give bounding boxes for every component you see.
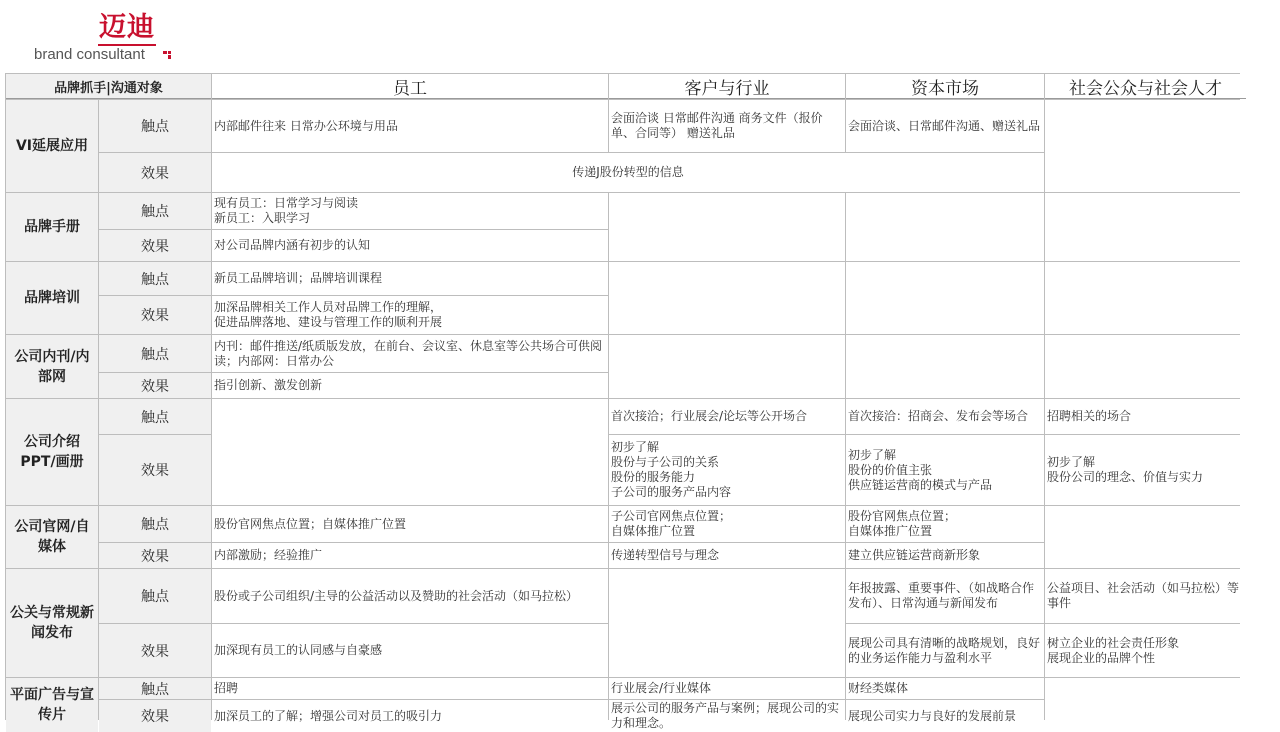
header-capital: 资本市场 (846, 74, 1044, 99)
cell-vi-touch-client: 会面洽谈 日常邮件沟通 商务文件（报价单、合同等） 赠送礼品 (609, 100, 845, 152)
cell-training-client (609, 262, 845, 334)
cell-web-effect-client: 传递转型信号与理念 (609, 543, 845, 568)
cell-pr-effect-public: 树立企业的社会责任形象 展现企业的品牌个性 (1045, 624, 1246, 677)
header-staff: 员工 (212, 74, 608, 99)
row-label-touch: 触点 (99, 399, 211, 434)
category-website: 公司官网/自媒体 (6, 506, 98, 568)
cell-training-touch-staff: 新员工品牌培训；品牌培训课程 (212, 262, 608, 295)
cell-vi-public (1045, 100, 1246, 192)
cell-manual-capital (846, 193, 1044, 261)
cell-vi-touch-capital: 会面洽谈、日常邮件沟通、赠送礼品 (846, 100, 1044, 152)
cell-ads-effect-staff: 加深员工的了解；增强公司对员工的吸引力 (212, 700, 608, 732)
cell-training-public (1045, 262, 1246, 334)
cell-ppt-touch-client: 首次接洽；行业展会/论坛等公开场合 (609, 399, 845, 434)
cell-ads-touch-staff: 招聘 (212, 678, 608, 699)
cell-ads-effect-capital: 展现公司实力与良好的发展前景 (846, 700, 1044, 732)
category-journal: 公司内刊/内部网 (6, 335, 98, 398)
cell-web-effect-staff: 内部激励；经验推广 (212, 543, 608, 568)
cell-journal-effect-staff: 指引创新、激发创新 (212, 373, 608, 398)
logo-mark-icon (163, 51, 172, 60)
cell-ppt-effect-public: 初步了解 股份公司的理念、价值与实力 (1045, 435, 1246, 505)
category-ads: 平面广告与宣传片 (6, 678, 98, 732)
row-label-effect: 效果 (99, 153, 211, 192)
cell-journal-capital (846, 335, 1044, 398)
row-label-effect: 效果 (99, 435, 211, 505)
cell-training-effect-staff: 加深品牌相关工作人员对品牌工作的理解， 促进品牌落地、建设与管理工作的顺利开展 (212, 296, 608, 334)
category-pr: 公关与常规新闻发布 (6, 569, 98, 677)
row-label-effect: 效果 (99, 624, 211, 677)
cell-pr-touch-public: 公益项目、社会活动（如马拉松）等事件 (1045, 569, 1246, 623)
header-public: 社会公众与社会人才 (1045, 74, 1246, 99)
cell-vi-touch-staff: 内部邮件往来 日常办公环境与用品 (212, 100, 608, 152)
cell-pr-touch-staff: 股份或子公司组织/主导的公益活动以及赞助的社会活动（如马拉松） (212, 569, 608, 623)
cell-pr-effect-staff: 加深现有员工的认同感与自豪感 (212, 624, 608, 677)
cell-manual-effect-staff: 对公司品牌内涵有初步的认知 (212, 230, 608, 261)
row-label-effect: 效果 (99, 230, 211, 261)
cell-ppt-touch-capital: 首次接洽：招商会、发布会等场合 (846, 399, 1044, 434)
cell-ads-effect-client: 展示公司的服务产品与案例；展现公司的实力和理念。 (609, 700, 845, 732)
cell-ads-public (1045, 678, 1246, 732)
cell-ppt-effect-capital: 初步了解 股份的价值主张 供应链运营商的模式与产品 (846, 435, 1044, 505)
row-label-effect: 效果 (99, 296, 211, 334)
header-client: 客户与行业 (609, 74, 845, 99)
cell-journal-client (609, 335, 845, 398)
cell-web-touch-capital: 股份官网焦点位置； 自媒体推广位置 (846, 506, 1044, 542)
header-corner: 品牌抓手|沟通对象 (6, 74, 211, 99)
category-ppt: 公司介绍PPT/画册 (6, 399, 98, 505)
cell-web-public (1045, 506, 1246, 568)
cell-pr-effect-capital: 展现公司具有清晰的战略规划，良好的业务运作能力与盈利水平 (846, 624, 1044, 677)
cell-pr-touch-capital: 年报披露、重要事件、（如战略合作发布）、日常沟通与新闻发布 (846, 569, 1044, 623)
row-label-touch: 触点 (99, 569, 211, 623)
cell-pr-client (609, 569, 845, 677)
row-label-touch: 触点 (99, 335, 211, 372)
cell-web-effect-capital: 建立供应链运营商新形象 (846, 543, 1044, 568)
cell-journal-touch-staff: 内刊：邮件推送/纸质版发放，在前台、会议室、休息室等公共场合可供阅读；内部网：日常办公 (212, 335, 608, 372)
cell-ppt-staff (212, 399, 608, 505)
logo (34, 12, 184, 66)
cell-ppt-effect-client: 初步了解 股份与子公司的关系 股份的服务能力 子公司的服务产品内容 (609, 435, 845, 505)
row-label-touch: 触点 (99, 678, 211, 699)
row-label-effect: 效果 (99, 373, 211, 398)
cell-ads-touch-client: 行业展会/行业媒体 (609, 678, 845, 699)
row-label-effect: 效果 (99, 543, 211, 568)
category-training: 品牌培训 (6, 262, 98, 334)
category-vi: VI延展应用 (6, 100, 98, 192)
logo-tagline: brand consultant (34, 46, 145, 63)
row-label-touch: 触点 (99, 262, 211, 295)
row-label-touch: 触点 (99, 506, 211, 542)
category-manual: 品牌手册 (6, 193, 98, 261)
cell-ads-touch-capital: 财经类媒体 (846, 678, 1044, 699)
cell-vi-effect: 传递J股份转型的信息 (212, 153, 1044, 192)
logo-name: 迈迪 (98, 12, 156, 46)
cell-web-touch-staff: 股份官网焦点位置；自媒体推广位置 (212, 506, 608, 542)
cell-manual-public (1045, 193, 1246, 261)
row-label-touch: 触点 (99, 100, 211, 152)
brand-touchpoint-table (5, 73, 1240, 730)
cell-training-capital (846, 262, 1044, 334)
cell-journal-public (1045, 335, 1246, 398)
cell-manual-client (609, 193, 845, 261)
cell-ppt-touch-public: 招聘相关的场合 (1045, 399, 1246, 434)
cell-manual-touch-staff: 现有员工：日常学习与阅读 新员工：入职学习 (212, 193, 608, 229)
row-label-touch: 触点 (99, 193, 211, 229)
cell-web-touch-client: 子公司官网焦点位置； 自媒体推广位置 (609, 506, 845, 542)
row-label-effect: 效果 (99, 700, 211, 732)
